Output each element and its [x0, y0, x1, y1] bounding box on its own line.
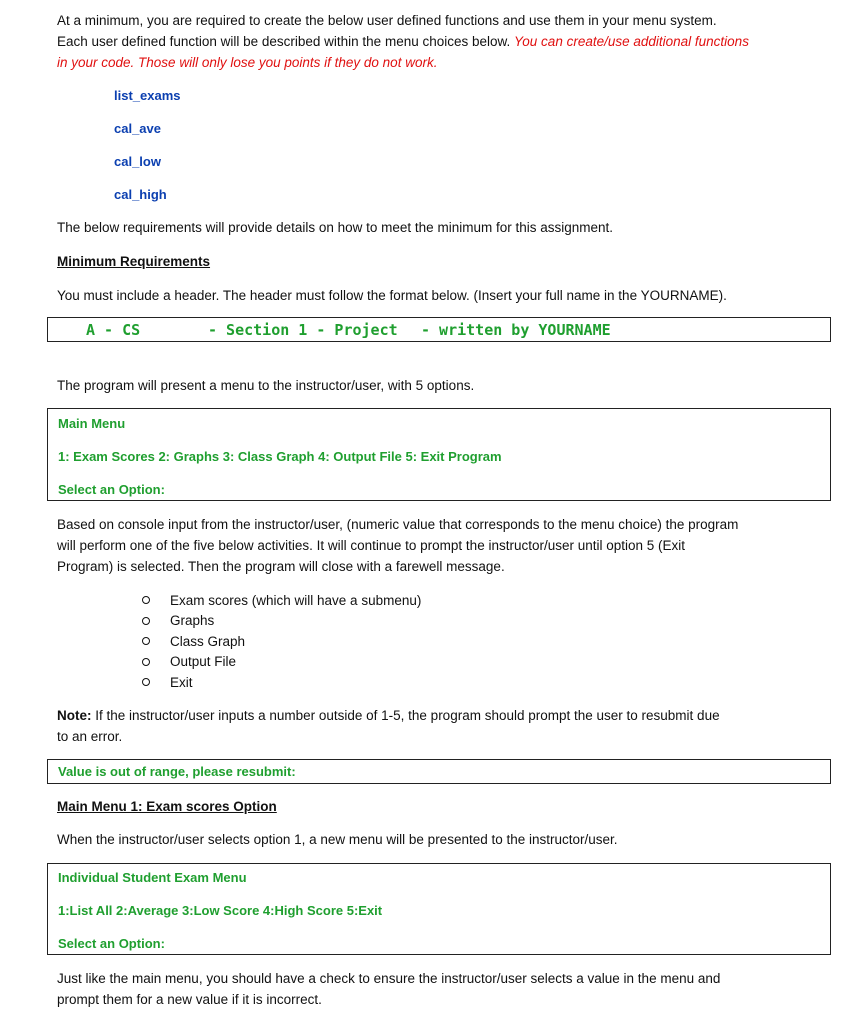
header-author: - written by YOURNAME — [421, 321, 611, 339]
header-format-box — [47, 317, 831, 342]
function-name: cal_ave — [114, 121, 161, 136]
list-item — [142, 590, 421, 611]
function-name: list_exams — [114, 88, 181, 103]
list-item — [142, 631, 421, 652]
function-name: cal_low — [114, 154, 161, 169]
bullet-circle-icon — [142, 678, 150, 686]
note-text: If the instructor/user inputs a number outside of 1-5, the program should prompt the user to resubmit due — [91, 708, 720, 723]
note-line-1 — [57, 705, 797, 726]
list-item-label: Class Graph — [170, 633, 246, 649]
error-message-box — [47, 759, 831, 784]
exam-menu-box — [47, 863, 831, 955]
bullet-circle-icon — [142, 637, 150, 645]
bullet-circle-icon — [142, 658, 150, 666]
list-item-label: Exam scores (which will have a submenu) — [170, 592, 422, 608]
function-name: cal_high — [114, 187, 167, 202]
header-section: - Section 1 - Project — [208, 321, 398, 339]
header-instruction: You must include a header. The header must follow the format below. (Insert your full name in the YOURNAME). — [57, 288, 727, 303]
intro-line-2 — [57, 31, 797, 52]
final-line-1: Just like the main menu, you should have a check to ensure the instructor/user selects a value in the menu and — [57, 971, 721, 986]
list-item-label: Graphs — [170, 613, 215, 629]
intro-line-2-text: Each user defined function will be described within the menu choices below. — [57, 34, 515, 49]
header-course: A - CS — [86, 321, 141, 339]
option1-text: When the instructor/user selects option 1, a new menu will be presented to the instructor/user. — [57, 832, 618, 847]
list-item-label: Exit — [170, 674, 193, 690]
bullet-circle-icon — [142, 617, 150, 625]
list-item — [142, 672, 421, 693]
bullet-circle-icon — [142, 596, 150, 604]
console-line-1: Based on console input from the instructor/user, (numeric value that corresponds to the menu choice) the program — [57, 517, 739, 532]
final-line-2: prompt them for a new value if it is incorrect. — [57, 992, 322, 1007]
intro-line-2-red: You can create/use additional functions — [514, 34, 749, 49]
intro-line-3: in your code. Those will only lose you points if they do not work. — [57, 55, 438, 70]
exam-menu-options: 1:List All 2:Average 3:Low Score 4:High Score 5:Exit — [58, 903, 383, 918]
exam-menu-title: Individual Student Exam Menu — [58, 870, 247, 885]
note-line-2: to an error. — [57, 729, 123, 744]
list-item-label: Output File — [170, 654, 237, 670]
option1-heading: Main Menu 1: Exam scores Option — [57, 799, 277, 814]
main-menu-title: Main Menu — [58, 416, 126, 431]
list-item — [142, 611, 421, 632]
console-line-3: Program) is selected. Then the program will close with a farewell message. — [57, 559, 505, 574]
intro-line-1: At a minimum, you are required to create the below user defined functions and use them in your menu system. — [57, 13, 717, 28]
error-message: Value is out of range, please resubmit: — [58, 764, 296, 779]
console-line-2: will perform one of the five below activities. It will continue to prompt the instructor/user until option 5 (Exit — [57, 538, 686, 553]
min-req-heading: Minimum Requirements — [57, 254, 211, 269]
main-menu-box — [47, 408, 831, 501]
note-label: Note: — [57, 708, 92, 723]
activities-list — [142, 590, 421, 693]
requirements-intro: The below requirements will provide details on how to meet the minimum for this assignment. — [57, 220, 613, 235]
main-menu-prompt: Select an Option: — [58, 482, 165, 497]
exam-menu-prompt: Select an Option: — [58, 936, 165, 951]
main-menu-options: 1: Exam Scores 2: Graphs 3: Class Graph 4: Output File 5: Exit Program — [58, 449, 502, 464]
menu-intro: The program will present a menu to the instructor/user, with 5 options. — [57, 378, 475, 393]
list-item — [142, 652, 421, 673]
